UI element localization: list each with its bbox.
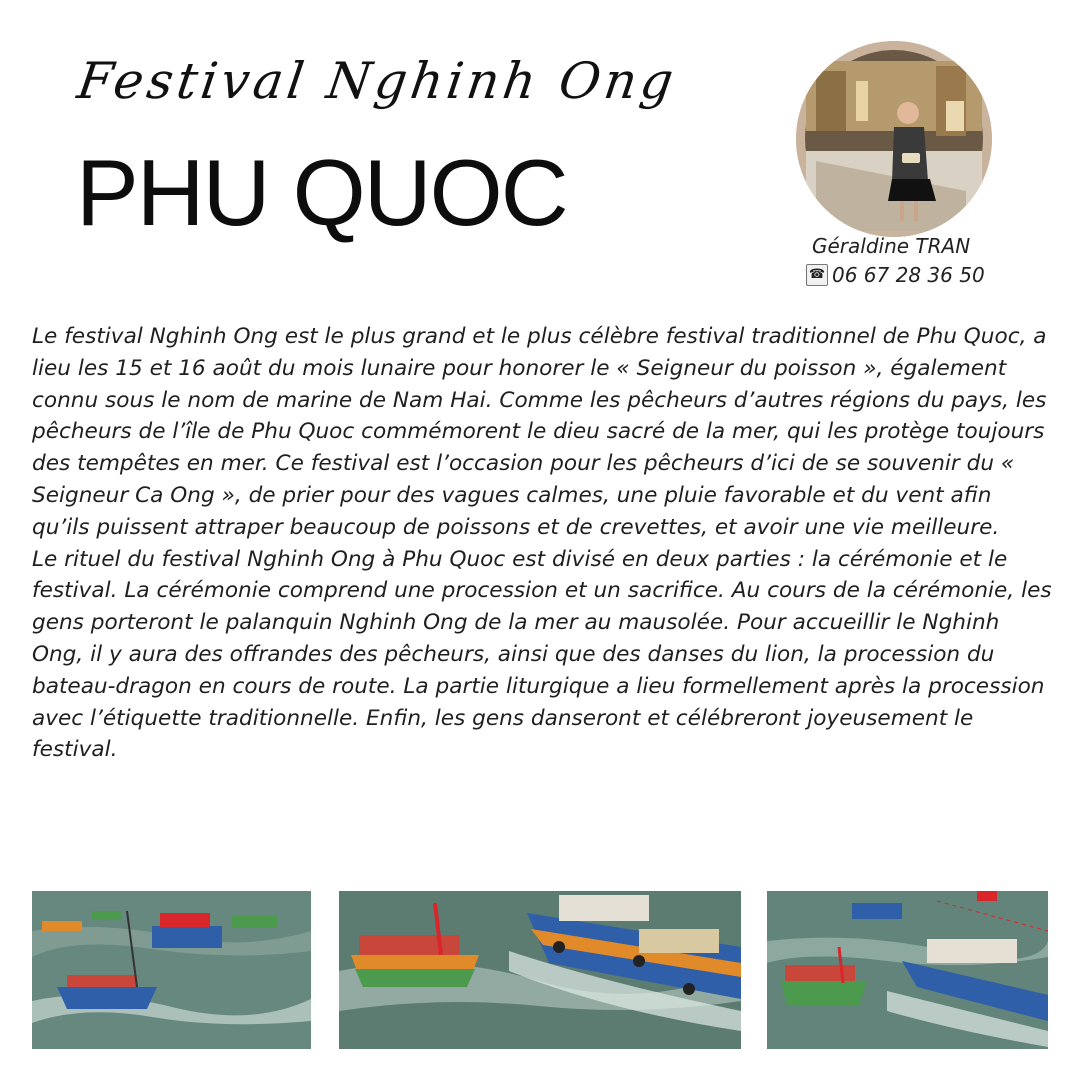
article-paragraph: Le festival Nghinh Ong est le plus grand et le plus célèbre festival traditionnel de Phu Quoc, a lieu les 15 et 16 août du mois lunaire pour honorer le « Seigneur du poisson », également connu sous le nom de marine de Nam Hai. Comme les pêcheurs d’autres régions du pays, les pêcheurs de l’île de Phu Quoc commémorent le dieu sacré de la mer, qui les protège toujours des tempêtes en mer. Ce festival est l’occasion pour les pêcheurs d’ici de se souvenir du « Seigneur Ca Ong », de prier pour des vagues calmes, une pluie favorable et du vent afin qu’ils puissent attraper beaucoup de poissons et de crevettes, et avoir une vie meilleure. [32, 324, 1047, 540]
page-title: PHU QUOC [76, 140, 567, 245]
article-body [32, 321, 1052, 766]
festival-photo [32, 891, 311, 1049]
author-contact [806, 263, 985, 287]
festival-photo [339, 891, 741, 1049]
phone-number: 06 67 28 36 50 [832, 263, 985, 287]
article-paragraph: Le rituel du festival Nghinh Ong à Phu Quoc est divisé en deux parties : la cérémonie et le festival. La cérémonie comprend une procession et un sacrifice. Au cours de la cérémonie, les gens porteront le palanquin Nghinh Ong de la mer au mausolée. Pour accueillir le Nghinh Ong, il y aura des offrandes des pêcheurs, ainsi que des danses du lion, la procession du bateau-dragon en cours de route. La partie liturgique a lieu formellement après la procession avec l’étiquette traditionnelle. Enfin, les gens danseront et célébreront joyeusement le festival. [32, 546, 1052, 763]
author-avatar [796, 41, 992, 237]
author-name: Géraldine TRAN [812, 234, 971, 258]
script-title: Festival Nghinh Ong [73, 52, 681, 110]
phone-icon: ☎ [806, 264, 828, 286]
festival-photo [767, 891, 1048, 1049]
